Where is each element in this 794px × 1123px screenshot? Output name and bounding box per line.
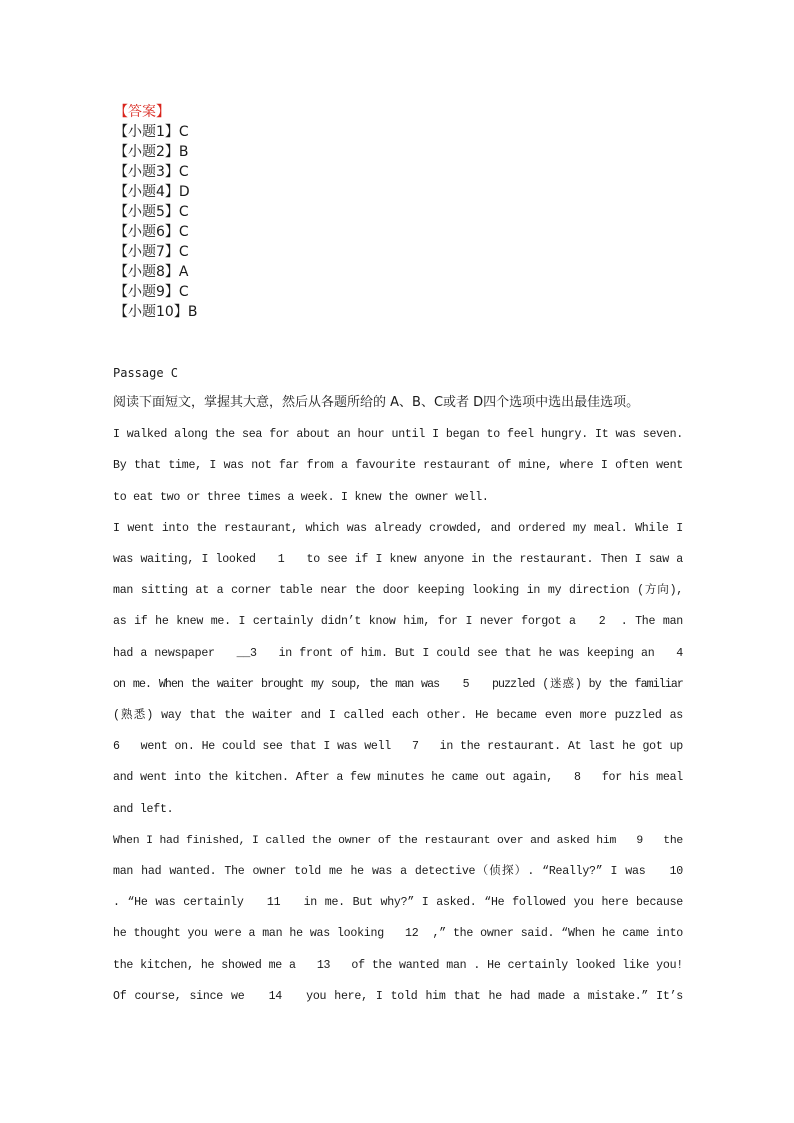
passage-line: on me. When the waiter brought my soup, the man was 5 puzzled (迷惑) by the familiar — [113, 678, 683, 691]
passage-line: I walked along the sea for about an hour until I began to feel hungry. It was seven. — [113, 428, 683, 441]
passage-line: 6 went on. He could see that I was well 7 in the restaurant. At last he got up — [113, 740, 683, 753]
passage-instruction: 阅读下面短文，掌握其大意，然后从各题所给的 A、B、C或者 D四个选项中选出最佳选项。 — [113, 395, 640, 410]
passage-line: was waiting, I looked 1 to see if I knew anyone in the restaurant. Then I saw a — [113, 553, 683, 566]
answer-item: 【小题1】C — [114, 124, 189, 140]
passage-line: and went into the kitchen. After a few minutes he came out again, 8 for his meal — [113, 771, 683, 784]
answer-item: 【小题7】C — [114, 244, 189, 260]
answer-key — [114, 102, 197, 322]
passage-line: he thought you were a man he was looking 12 ,” the owner said. “When he came into — [113, 927, 683, 940]
passage-line: as if he knew me. I certainly didn’t know him, for I never forgot a 2 . The man — [113, 615, 683, 628]
passage-line: had a newspaper __3 in front of him. But I could see that he was keeping an 4 — [113, 647, 683, 660]
passage-line: to eat two or three times a week. I knew the owner well. — [113, 491, 489, 504]
passage-line: (熟悉) way that the waiter and I called each other. He became even more puzzled as — [113, 709, 683, 722]
passage-line: man sitting at a corner table near the door keeping looking in my direction (方向), — [113, 584, 683, 597]
answer-item: 【小题8】A — [114, 264, 189, 280]
answer-title: 【答案】 — [114, 104, 170, 120]
passage-line: I went into the restaurant, which was already crowded, and ordered my meal. While I — [113, 522, 683, 535]
answer-item: 【小题4】D — [114, 184, 190, 200]
passage-section — [113, 366, 683, 1003]
passage-line: By that time, I was not far from a favourite restaurant of mine, where I often went — [113, 459, 683, 472]
answer-item: 【小题9】C — [114, 284, 189, 300]
answer-item: 【小题6】C — [114, 224, 189, 240]
passage-label: Passage C — [113, 366, 179, 380]
passage-line: man had wanted. The owner told me he was a detective（侦探）. “Really?” I was 10 — [113, 865, 683, 878]
passage-line: the kitchen, he showed me a 13 of the wanted man . He certainly looked like you! — [113, 959, 683, 972]
answer-item: 【小题5】C — [114, 204, 189, 220]
passage-line: Of course, since we 14 you here, I told him that he had made a mistake.” It’s — [113, 990, 683, 1003]
passage-line: and left. — [113, 803, 174, 816]
answer-item: 【小题3】C — [114, 164, 189, 180]
answer-item: 【小题10】B — [114, 304, 198, 320]
passage-line: When I had finished, I called the owner of the restaurant over and asked him 9 the — [113, 835, 683, 847]
passage-line: . “He was certainly 11 in me. But why?” I asked. “He followed you here because — [113, 896, 683, 909]
answer-item: 【小题2】B — [114, 144, 189, 160]
